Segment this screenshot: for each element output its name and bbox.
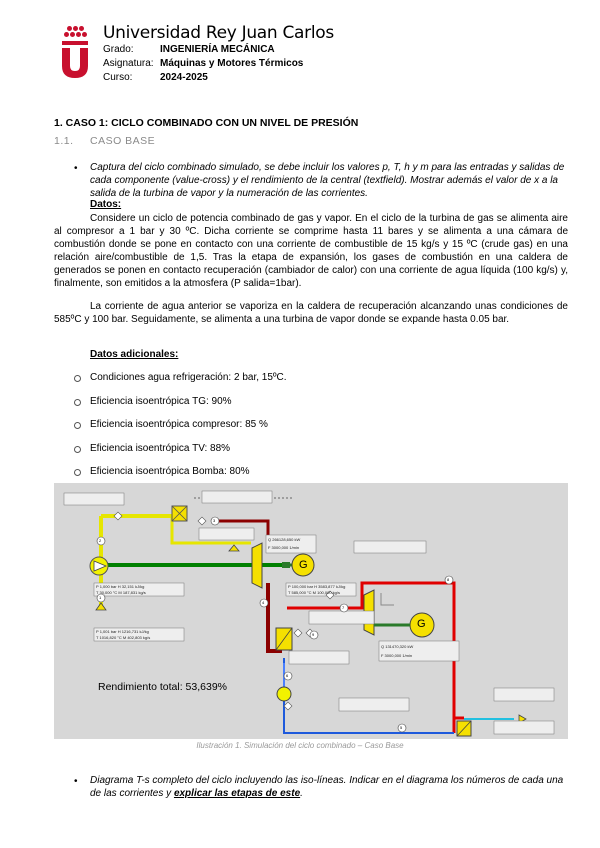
bullet-dot: •	[74, 163, 78, 174]
generator-1-label: G	[299, 559, 308, 571]
bullet2-part-c: .	[300, 788, 303, 799]
stream-number: 7	[342, 605, 345, 610]
power-box-2-f: F 3000,000 1/min	[381, 653, 413, 658]
figure-caption: Ilustración 1. Simulación del ciclo combinado – Caso Base	[196, 741, 404, 750]
list-bullet	[74, 422, 81, 429]
stream-number: 8	[447, 577, 450, 582]
simulation-diagram	[54, 483, 568, 739]
stream-number: 5	[400, 725, 403, 730]
rendimiento-textfield: Rendimiento total: 53,639%	[98, 681, 227, 693]
steam-inlet-values-1: P 100,000 bar H 3583,877 kJ/kg	[288, 584, 346, 589]
list-item: Eficiencia isoentrópica TV: 88%	[90, 443, 231, 454]
university-name: Universidad Rey Juan Carlos	[103, 23, 334, 43]
steam-inlet-values-2: T 585,000 °C M 100,000 kg/s	[288, 590, 341, 595]
curso-label: Curso:	[103, 72, 133, 83]
list-bullet	[74, 469, 81, 476]
diagram-svg	[54, 483, 568, 739]
bullet1-text: Captura del ciclo combinado simulado, se debe incluir los valores p, T, h y m para las entradas y salidas de cada componente (value-cross) y el rendimiento de la central (textfield). Mostrar además el valor de x a la salida de la turbina de vapor y la numeración de las corrientes.	[90, 162, 565, 199]
list-item: Eficiencia isoentrópica TG: 90%	[90, 396, 232, 407]
power-box-2-q: Q 131470,320 kW	[381, 644, 414, 649]
curso-value: 2024-2025	[160, 72, 208, 83]
power-box-1-f: F 3000,000 1/min	[268, 545, 300, 550]
hrsg-outlet-values-2: T 1016,820 °C M 402,803 kg/s	[96, 635, 151, 640]
grado-value: INGENIERÍA MECÁNICA	[160, 44, 275, 55]
list-bullet	[74, 446, 81, 453]
bullet2-text	[90, 774, 570, 800]
stream-number: 9	[312, 632, 315, 637]
list-item: Eficiencia isoentrópica compresor: 85 %	[90, 419, 268, 430]
paragraph-2: La corriente de agua anterior se vaporiza en la caldera de recuperación alcanzando unas condiciones de 585ºC y 100 bar. Seguidamente, se alimenta a una turbina de vapor donde se expande hasta 0.05 bar.	[54, 301, 568, 325]
generator-2-label: G	[417, 618, 426, 630]
stream-number: 4	[262, 600, 265, 605]
stream-number: 2	[99, 538, 102, 543]
asignatura-label: Asignatura:	[103, 58, 154, 69]
bullet-dot: •	[74, 776, 78, 787]
list-bullet	[74, 399, 81, 406]
datos-title: Datos:	[90, 199, 122, 210]
stream-number: 3	[213, 518, 216, 523]
urjc-logo	[58, 26, 92, 80]
list-item: Condiciones agua refrigeración: 2 bar, 15ºC.	[90, 372, 287, 383]
grado-label: Grado:	[103, 44, 134, 55]
subheading-number: 1.1.	[54, 135, 74, 147]
power-box-1-q: Q 266128,650 kW	[268, 537, 301, 542]
hrsg-outlet-values-1: P 1,001 bar H 1216,731 kJ/kg	[96, 629, 149, 634]
subheading: CASO BASE	[90, 135, 156, 147]
stream-number: 6	[286, 673, 289, 678]
list-item: Eficiencia isoentrópica Bomba: 80%	[90, 466, 250, 477]
bullet2-emphasis: explicar las etapas de este	[173, 788, 301, 799]
datos-adicionales-title: Datos adicionales:	[90, 349, 179, 360]
list-bullet	[74, 375, 81, 382]
bullet2-part-a: Diagrama T-s completo del ciclo incluyendo las iso-líneas. Indicar en el diagrama los números de cada una de las corrientes y	[90, 775, 564, 799]
asignatura-value: Máquinas y Motores Térmicos	[160, 58, 304, 69]
stream-number: 1	[99, 595, 102, 600]
air-inlet-values-2: T 30,000 °C M 187,831 kg/s	[96, 590, 146, 595]
air-inlet-values-1: P 1,000 bar H 32,151 kJ/kg	[96, 584, 145, 589]
section-heading: 1. CASO 1: CICLO COMBINADO CON UN NIVEL DE PRESIÓN	[54, 117, 359, 129]
paragraph-1: Considere un ciclo de potencia combinado de gas y vapor. En el ciclo de la turbina de gas se alimenta aire al compresor a 1 bar y 30 ºC. Dicha corriente se comprime hasta 11 bares y se alimenta a una cámara de combustión donde se pone en contacto con una corriente de combustible de 15 kg/s y 15 ºC (crude gas) en una relación aire/combustible de 1,5. Tras la etapa de expansión, los gases de combustión en una caldera de generados se ponen en contacto recuperación (cambiador de calor) con una corriente de agua líquida (100 kg/s) y, finalmente, son emitidos a la atmosfera (P salida=1bar).	[54, 213, 568, 289]
